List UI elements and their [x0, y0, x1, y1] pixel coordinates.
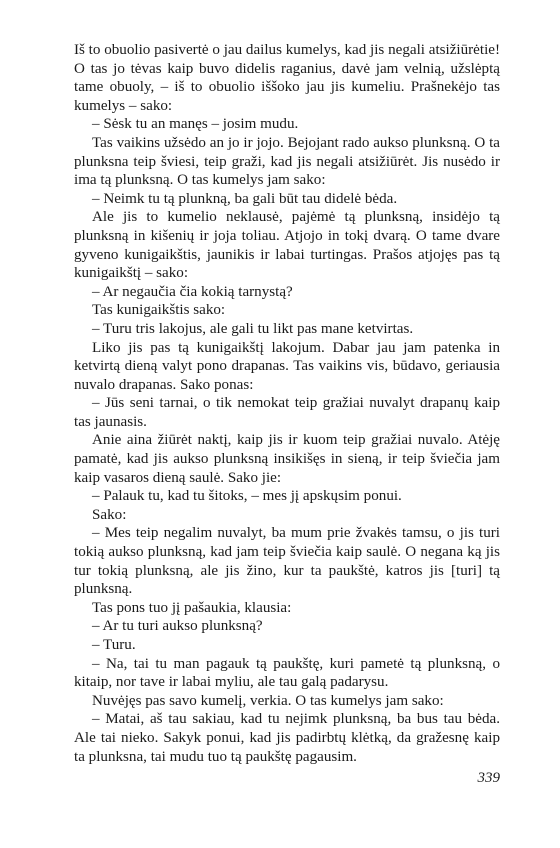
paragraph: – Mes teip negalim nuvalyt, ba mum prie žvakės tamsu, o jis turi tokią aukso plunksną, kad jam teip šviečia kaip saulė. O negana ką jis tur tokią plunksną, ale jis žino, kur ta paukštė, katros jis [turi] tą plunksną.: [74, 525, 500, 598]
page-number: 339: [477, 770, 500, 786]
paragraph: – Ar tu turi aukso plunksną?: [92, 618, 263, 635]
paragraph: – Matai, aš tau sakiau, kad tu nejimk plunksną, ba bus tau bėda. Ale tai nieko. Sakyk ponui, kad jis padirbtų klėtką, da gražesnę kaip ta plunksna, tai mudu tuo tą paukštę pagausim.: [74, 711, 500, 765]
paragraph: Iš to obuolio pasivertė o jau dailus kumelys, kad jis negali atsižiūrėtie! O tas jo tėvas kaip buvo didelis raganius, davė jam velnią, užslėptą tame obuoly, – iš to obuolio iššoko jau jis kumeliu. Prašnekėjo tas kumelys – sako:: [74, 42, 500, 114]
paragraph: – Jūs seni tarnai, o tik nemokat teip gražiai nuvalyt drapanų kaip tas jaunasis.: [74, 395, 500, 430]
paragraph: – Turu.: [92, 637, 136, 653]
paragraph: – Ar negaučia čia kokią tarnystą?: [92, 283, 293, 300]
paragraph: – Palauk tu, kad tu šitoks, – mes jį apskųsim ponui.: [92, 488, 402, 505]
paragraph: Tas pons tuo jį pašaukia, klausia:: [92, 599, 292, 616]
paragraph: Liko jis pas tą kunigaikštį lakojum. Dabar jau jam patenka in ketvirtą dieną valyt pono drapanas. Tas vaikins vis, būdavo, geriausia nuvalo drapanas. Sako ponas:: [74, 339, 500, 393]
paragraph: Tas vaikins užsėdo an jo ir jojo. Bejojant rado aukso plunksną. O ta plunksna teip šviesi, teip graži, kad jis negali atsižiūrėt. Jis nusėdo ir ima tą plunksną. O tas kumelys jam sako:: [74, 134, 500, 189]
paragraph: Ale jis to kumelio neklausė, pajėmė tą plunksną, insidėjo tą plunksną in kišenių ir joja toliau. Atjojo in tokį dvarą. O tame dvare gyveno kunigaikštis, jaunikis ir labai turtingas. Prašos atjojęs pas tą kunigaikštį – sako:: [74, 209, 500, 282]
paragraph: Sako:: [92, 506, 127, 523]
page-text: [74, 41, 500, 766]
paragraph: – Turu tris lakojus, ale gali tu likt pas mane ketvirtas.: [92, 320, 414, 337]
paragraph: Tas kunigaikštis sako:: [92, 302, 226, 319]
paragraph: Anie aina žiūrėt naktį, kaip jis ir kuom teip gražiai nuvalo. Atėję pamatė, kad jis aukso plunksną insikišęs in sieną, ir teip šviečia jam kaip vasaros dieną saulė. Sako jie:: [74, 432, 500, 486]
paragraph: – Na, tai tu man pagauk tą paukštę, kuri pametė tą plunksną, o kitaip, nor tave ir labai myliu, ale tau galą padarysu.: [74, 655, 500, 691]
paragraph: – Sėsk tu an manęs – josim mudu.: [92, 116, 299, 133]
paragraph: Nuvėjęs pas savo kumelį, verkia. O tas kumelys jam sako:: [92, 692, 444, 709]
paragraph: – Neimk tu tą plunkną, ba gali būt tau didelė bėda.: [92, 190, 398, 207]
